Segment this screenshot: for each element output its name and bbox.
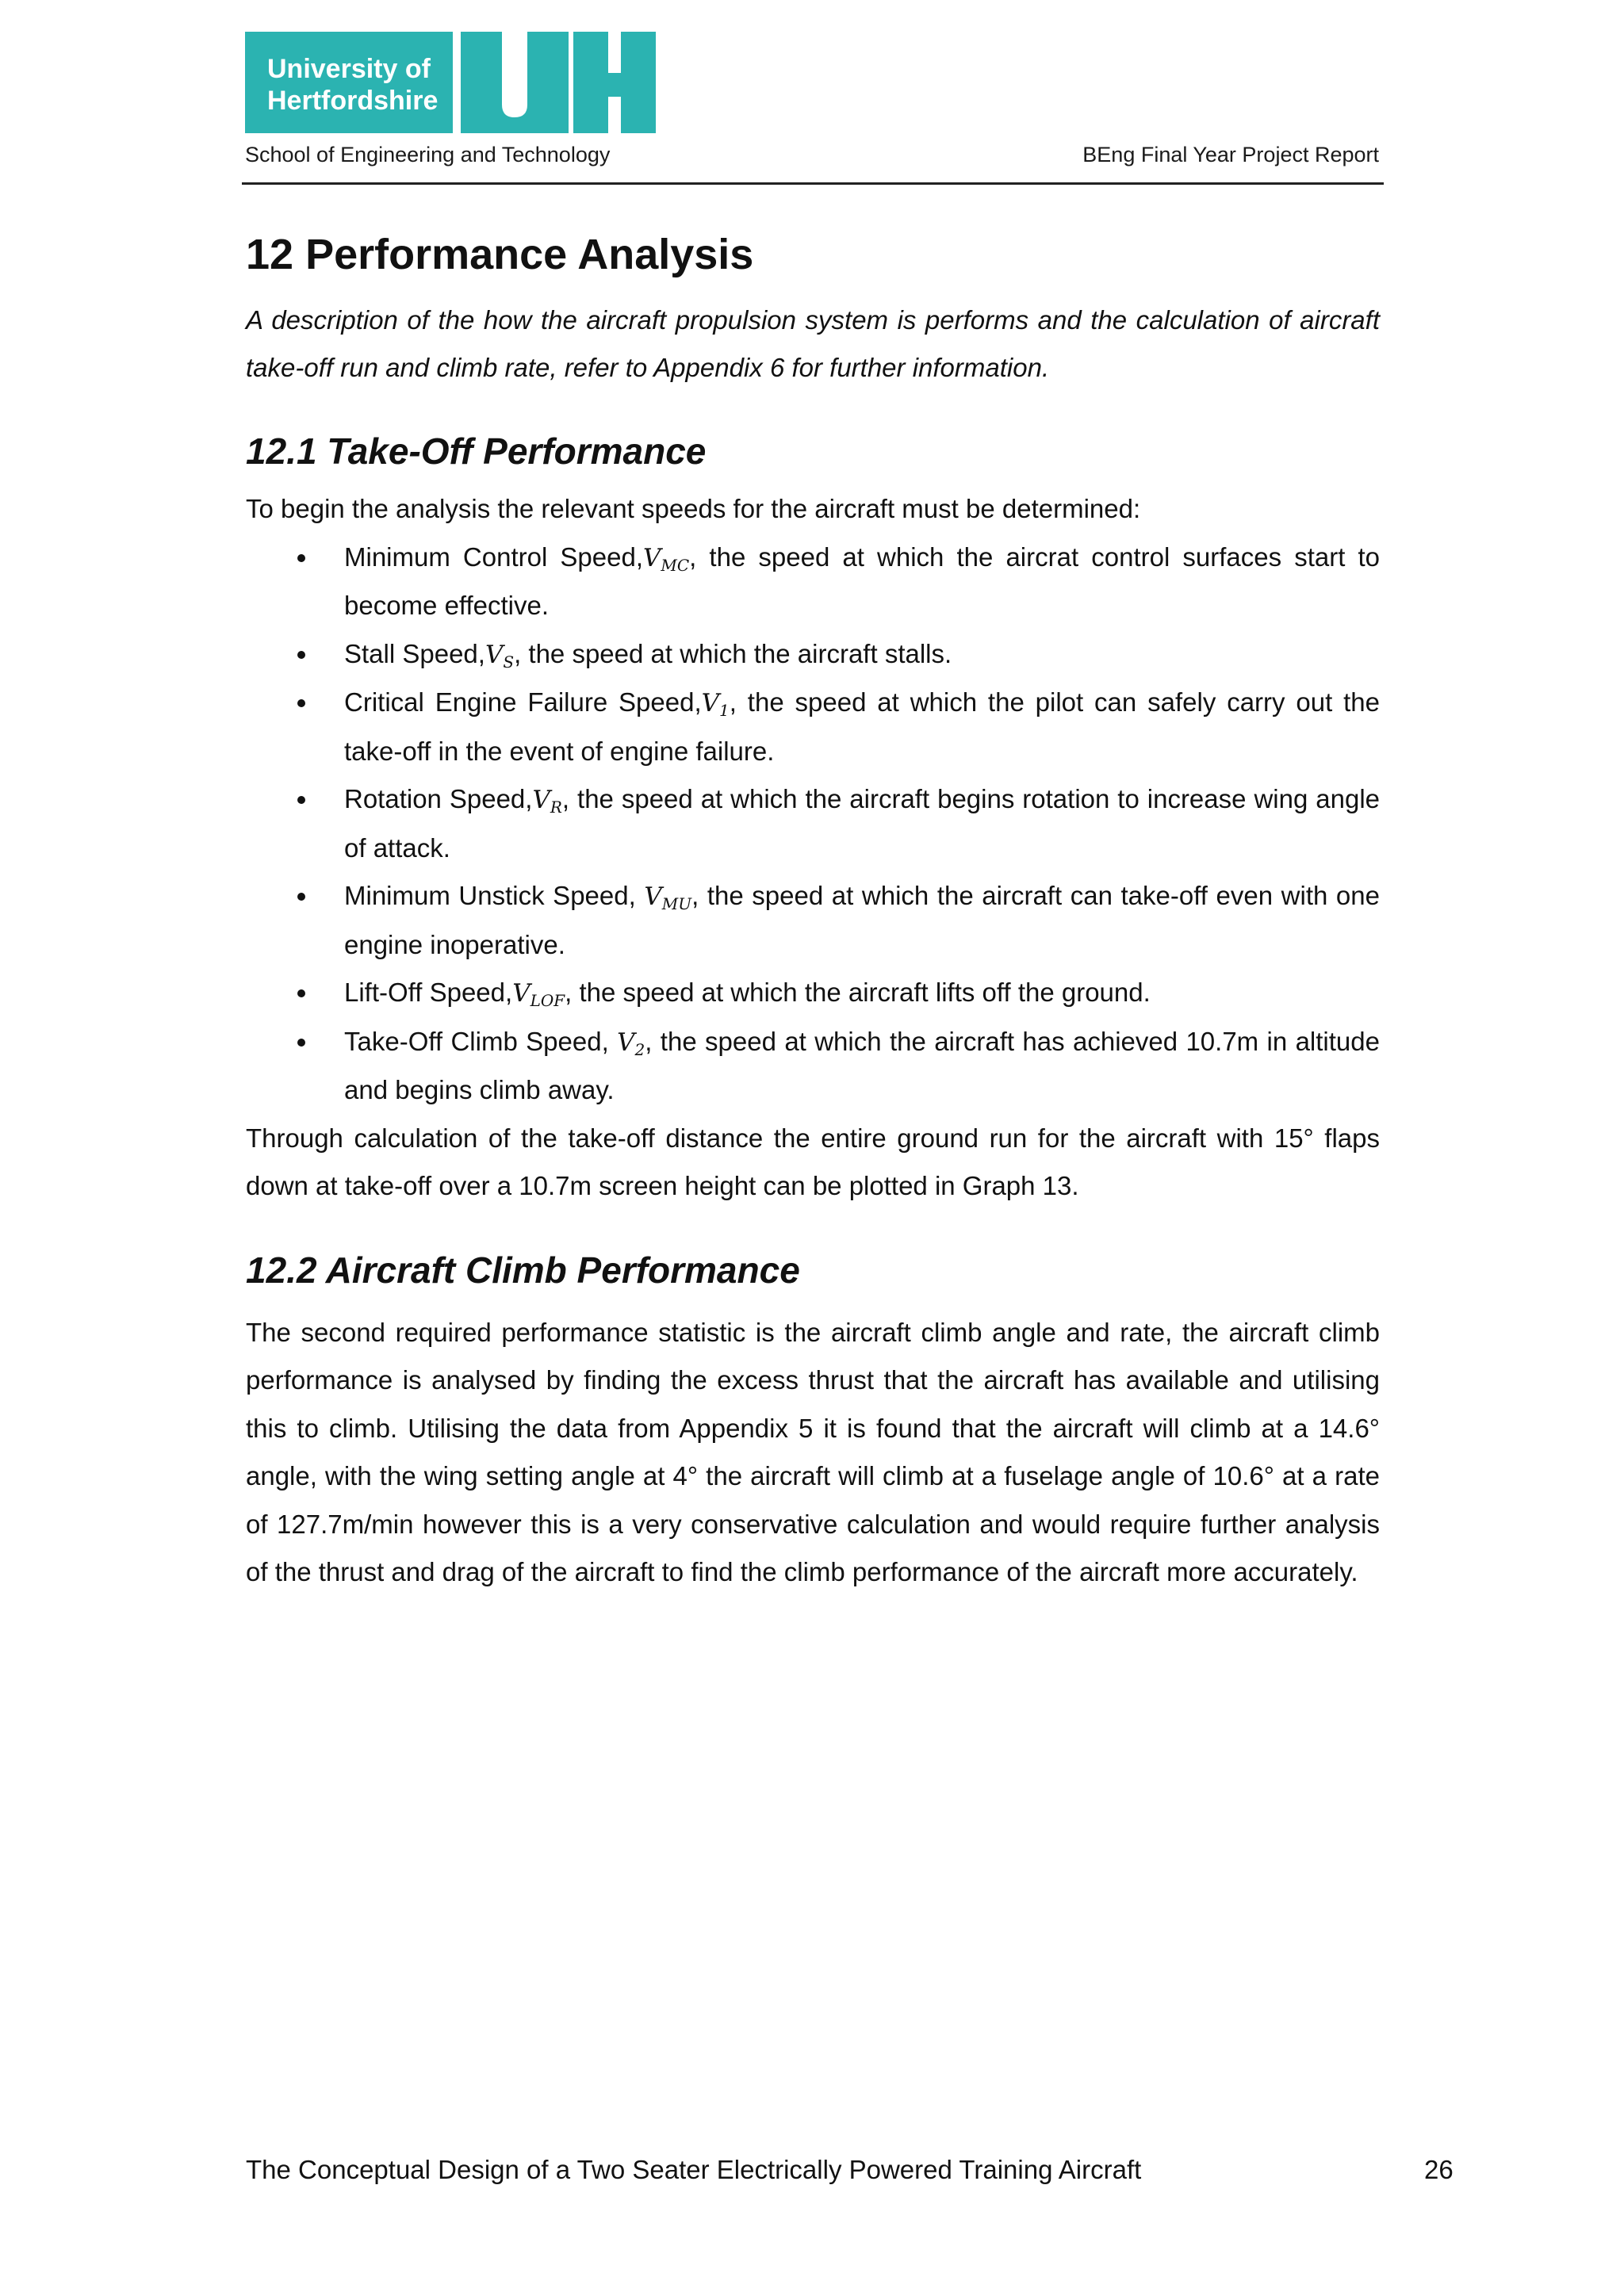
speed-label: Minimum Control Speed,: [344, 541, 643, 572]
speed-label: Stall Speed,: [344, 638, 485, 668]
speed-symbol: $V_R$: [532, 786, 562, 817]
speed-label: Lift-Off Speed,: [344, 978, 513, 1007]
bullet-icon: [297, 893, 305, 901]
logo-line2: Hertfordshire: [267, 86, 439, 116]
list-item: [246, 630, 1380, 679]
university-logo: [245, 32, 656, 133]
speed-list: [246, 534, 1380, 1115]
header-rule: [242, 182, 1384, 185]
list-item: [246, 969, 1380, 1018]
climb-body: The second required performance statistic is the aircraft climb angle and rate, the aircraft climb performance is analysed by finding the excess thrust that the aircraft has available and utilising this to climb. Utilising the data from Appendix 5 it is found that the aircraft will climb at a 14.6° angle, with the wing setting angle at 4° the aircraft will climb at a fuselage angle of 10.6° at a rate of 127.7m/min however this is a very conservative calculation and would require further analysis of the thrust and drag of the aircraft to find the climb performance of the aircraft more accurately.: [246, 1317, 1380, 1586]
list-item: [246, 679, 1380, 775]
page-number: 26: [1424, 2155, 1454, 2184]
speed-symbol: $V_{LOF}$: [512, 979, 565, 1010]
speed-label: Critical Engine Failure Speed,: [344, 687, 702, 717]
bullet-icon: [297, 796, 305, 804]
list-item: [246, 1018, 1380, 1115]
logo-letter-h: [573, 32, 656, 133]
speed-symbol: $V_2$: [617, 1027, 645, 1059]
speed-description: , the speed at which the pilot can safely carry out the take-off in the event of engine failure.: [344, 687, 1380, 766]
speed-symbol: $V_S$: [485, 640, 515, 672]
speed-symbol: $V_1$: [701, 689, 730, 720]
header-school: School of Engineering and Technology: [245, 143, 611, 166]
speed-description: , the speed at which the aircraft stalls.: [514, 638, 952, 668]
takeoff-lead: To begin the analysis the relevant speeds for the aircraft must be determined:: [246, 494, 1141, 523]
speed-symbol: $V_{MC}$: [643, 543, 690, 575]
speed-description: , the speed at which the aircraft begins rotation to increase wing angle of attack.: [344, 784, 1380, 863]
speed-symbol: $V_{MU}$: [644, 882, 692, 913]
speed-label: Rotation Speed,: [344, 784, 533, 813]
list-item: [246, 775, 1380, 872]
page-content: [246, 227, 1380, 1597]
list-item: [246, 534, 1380, 630]
speed-description: , the speed at which the aircraft can take-off even with one engine inoperative.: [344, 881, 1380, 959]
speed-description: , the speed at which the aircraft lifts off the ground.: [565, 978, 1151, 1007]
footer-title: The Conceptual Design of a Two Seater Electrically Powered Training Aircraft: [246, 2155, 1142, 2184]
bullet-icon: [297, 554, 305, 562]
subsection-takeoff-title: 12.1 Take-Off Performance: [246, 430, 707, 472]
bullet-icon: [297, 699, 305, 707]
speed-description: , the speed at which the aircrat control surfaces start to become effective.: [344, 541, 1380, 620]
list-item: [246, 872, 1380, 969]
bullet-icon: [297, 989, 305, 997]
bullet-icon: [297, 651, 305, 659]
speed-label: Minimum Unstick Speed,: [344, 881, 645, 910]
bullet-icon: [297, 1039, 305, 1047]
logo-line1: University of: [267, 54, 431, 84]
subsection-climb-title: 12.2 Aircraft Climb Performance: [246, 1249, 800, 1291]
header-report-type: BEng Final Year Project Report: [1082, 143, 1379, 166]
speed-description: , the speed at which the aircraft has achieved 10.7m in altitude and begins climb away.: [344, 1026, 1380, 1104]
logo-letter-u: [461, 32, 569, 133]
section-intro: A description of the how the aircraft propulsion system is performs and the calculation of aircraft take-off run and climb rate, refer to Appendix 6 for further information.: [246, 305, 1380, 382]
speed-label: Take-Off Climb Speed,: [344, 1026, 618, 1056]
takeoff-closing: Through calculation of the take-off distance the entire ground run for the aircraft with 15° flaps down at take-off over a 10.7m screen height can be plotted in Graph 13.: [246, 1123, 1380, 1200]
section-title: 12 Performance Analysis: [246, 231, 754, 278]
